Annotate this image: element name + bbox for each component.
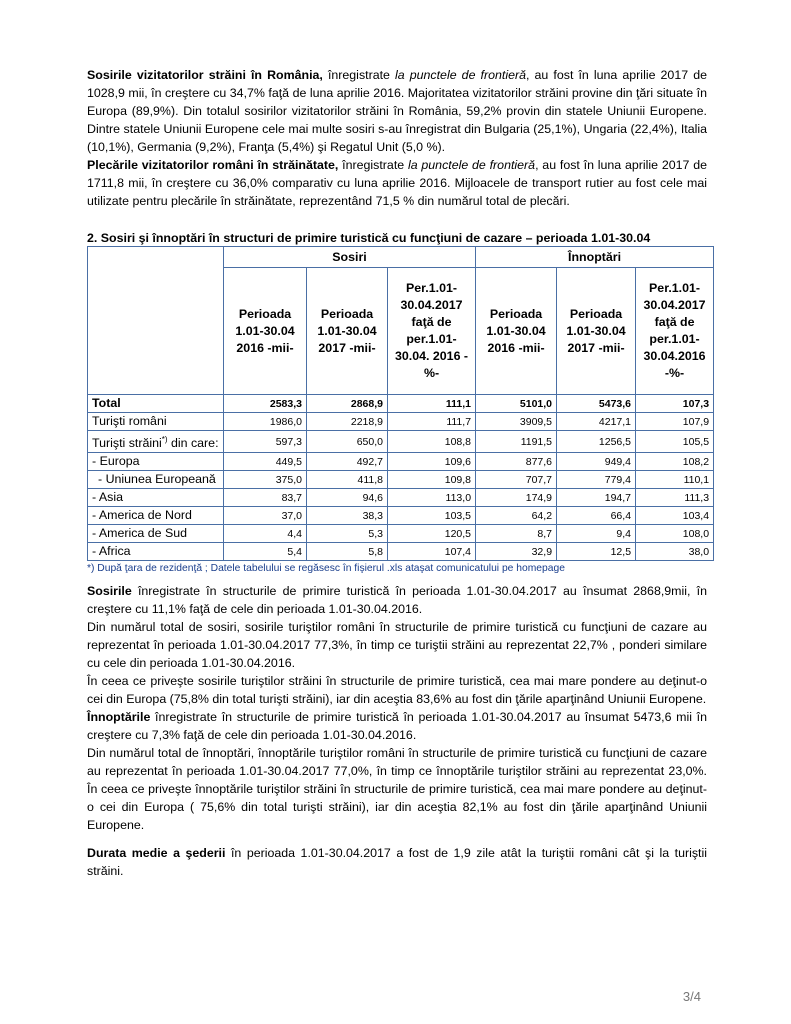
table-cell: 597,3 — [224, 431, 307, 453]
table-row — [88, 525, 714, 543]
row-label: - America de Sud — [88, 525, 224, 543]
row-label: Turişti români — [88, 413, 224, 431]
table-cell: 5,3 — [307, 525, 388, 543]
table-row — [88, 543, 714, 561]
table-cell: 8,7 — [476, 525, 557, 543]
row-label: Turişti străini*) din care: — [88, 431, 224, 453]
paragraph-arrivals-foreign — [87, 66, 707, 156]
table-cell: 83,7 — [224, 489, 307, 507]
table-cell: 449,5 — [224, 453, 307, 471]
table-cell: 107,3 — [636, 395, 714, 413]
table-cell: 1256,5 — [557, 431, 636, 453]
column-header: Per.1.01-30.04.2017 faţă de per.1.01-30.04.2016 -%- — [636, 268, 714, 395]
table-cell: 107,9 — [636, 413, 714, 431]
document-page — [87, 66, 710, 880]
paragraph-italic: la punctele de frontieră — [395, 68, 527, 82]
paragraph-italic: la punctele de frontieră — [407, 158, 536, 172]
column-header: Perioada 1.01-30.04 2016 -mii- — [476, 268, 557, 395]
table-row — [88, 471, 714, 489]
paragraph-text: , au fost în luna aprilie 2017 de 1711,8 mii, în creştere cu 36,0% comparativ cu luna aprilie 2016. Mijloacele de transport rutier au fost cele mai utilizate pentru plecările în străinătate, reprezentând 71,5 % din numărul total de plecări. — [87, 158, 707, 208]
paragraph-overnights — [87, 708, 707, 744]
table-cell: 38,0 — [636, 543, 714, 561]
table-row — [88, 395, 714, 413]
paragraph-arrivals-structures — [87, 582, 707, 618]
table-cell: 111,7 — [388, 413, 476, 431]
header-group-overnights: Înnoptări — [476, 247, 714, 268]
page-number: 3/4 — [682, 989, 701, 1004]
tourism-table — [87, 246, 714, 561]
table-cell: 66,4 — [557, 507, 636, 525]
column-header: Per.1.01-30.04.2017 faţă de per.1.01-30.04. 2016 -%- — [388, 268, 476, 395]
column-header: Perioada 1.01-30.04 2017 -mii- — [307, 268, 388, 395]
paragraph-departures-romanian — [87, 156, 707, 210]
table-cell: 64,2 — [476, 507, 557, 525]
table-cell: 113,0 — [388, 489, 476, 507]
table-footnote: *) După ţara de rezidenţă ; Datele tabelului se regăsesc în fişierul .xls ataşat comunicatului pe homepage — [87, 563, 565, 575]
paragraph-text: în perioada 1.01-30.04.2017 a fost de 1,9 zile atât la turiştii români cât şi la turiştii străini. — [87, 846, 707, 879]
table-cell: 779,4 — [557, 471, 636, 489]
table-cell: 12,5 — [557, 543, 636, 561]
table-row — [88, 431, 714, 453]
paragraph-average-stay — [87, 844, 707, 880]
table-cell: 103,5 — [388, 507, 476, 525]
column-header: Perioada 1.01-30.04 2016 -mii- — [224, 268, 307, 395]
table-cell: 94,6 — [307, 489, 388, 507]
table-cell: 4217,1 — [557, 413, 636, 431]
table-body — [88, 395, 714, 561]
table-cell: 1986,0 — [224, 413, 307, 431]
paragraph-lead: Durata medie a şederii — [87, 846, 226, 861]
row-label: - Asia — [88, 489, 224, 507]
paragraph-arrivals-share: Din numărul total de sosiri, sosirile turiştilor români în structurile de primire turistică cu funcţiuni de cazare au reprezentat în perioada 1.01-30.04.2017 77,3%, în timp ce turiştii străini au reprezentat 22,7% , ponderi similare cu cele din perioada 1.01-30.04.2016. — [87, 620, 707, 671]
table-cell: 4,4 — [224, 525, 307, 543]
table-cell: 650,0 — [307, 431, 388, 453]
table-cell: 37,0 — [224, 507, 307, 525]
row-label: - America de Nord — [88, 507, 224, 525]
paragraph-lead: Înnoptările — [87, 710, 151, 725]
paragraph-text: înregistrate în structurile de primire turistică în perioada 1.01-30.04.2017 au însumat 5473,6 mii în creştere cu 7,3% faţă de cele din perioada 1.01-30.04.2016. — [87, 710, 707, 743]
table-cell: 707,7 — [476, 471, 557, 489]
table-cell: 110,1 — [636, 471, 714, 489]
row-label: - Europa — [88, 453, 224, 471]
section-title: 2. Sosiri şi înnoptări în structuri de primire turistică cu funcţiuni de cazare – perioada 1.01-30.04 — [87, 231, 651, 245]
table-cell: 105,5 — [636, 431, 714, 453]
paragraph-text: înregistrate în structurile de primire turistică în perioada 1.01-30.04.2017 au însumat 2868,9mii, în creştere cu 11,1% faţă de cele din perioada 1.01-30.04.2016. — [87, 584, 707, 617]
table-cell: 120,5 — [388, 525, 476, 543]
table-cell: 111,1 — [388, 395, 476, 413]
paragraph-foreign-arrivals: În ceea ce priveşte sosirile turiştilor străini în structurile de primire turistică, cea mai mare pondere au deţinut-o cei din Europa (75,8% din total turişti străini), iar din aceştia 83,6% au fost din ţările aparţinând Uniunii Europene. — [87, 674, 707, 707]
column-header: Perioada 1.01-30.04 2017 -mii- — [557, 268, 636, 395]
table-cell: 375,0 — [224, 471, 307, 489]
paragraph-lead: Sosirile — [87, 584, 132, 599]
table-cell: 108,0 — [636, 525, 714, 543]
paragraph-lead: Sosirile vizitatorilor străini în România, — [87, 68, 323, 82]
paragraph-overnights-share: Din numărul total de înnoptări, înnoptările turiştilor români în structurile de primire turistică cu funcţiuni de cazare au reprezentat în perioada 1.01-30.04.2017 77,0%, în timp ce înnoptările turiştilor străini au reprezentat 23,0%. În ceea ce priveşte înnoptările turiştilor străini în structurile de primire turistică, cea mai mare pondere au deţinut-o cei din Europa ( 75,6% din total turişti străini), iar din aceştia 82,1% au fost din ţările aparţinând Uniunii Europene. — [87, 746, 707, 833]
paragraph-text: înregistrate — [322, 68, 396, 82]
table-cell: 174,9 — [476, 489, 557, 507]
row-label: - Uniunea Europeană — [88, 471, 224, 489]
row-label: - Africa — [88, 543, 224, 561]
table-cell: 108,2 — [636, 453, 714, 471]
table-cell: 107,4 — [388, 543, 476, 561]
header-group-arrivals: Sosiri — [224, 247, 476, 268]
table-cell: 109,8 — [388, 471, 476, 489]
table-row — [88, 489, 714, 507]
table-cell: 194,7 — [557, 489, 636, 507]
table-cell: 108,8 — [388, 431, 476, 453]
table-cell: 5473,6 — [557, 395, 636, 413]
table-cell: 9,4 — [557, 525, 636, 543]
table-cell: 103,4 — [636, 507, 714, 525]
table-corner-cell — [88, 247, 224, 395]
table-cell: 5101,0 — [476, 395, 557, 413]
table-cell: 949,4 — [557, 453, 636, 471]
table-cell: 5,8 — [307, 543, 388, 561]
row-label: Total — [88, 395, 224, 413]
table-cell: 5,4 — [224, 543, 307, 561]
table-cell: 111,3 — [636, 489, 714, 507]
table-row — [88, 453, 714, 471]
table-cell: 492,7 — [307, 453, 388, 471]
table-row — [88, 507, 714, 525]
table-cell: 2583,3 — [224, 395, 307, 413]
table-cell: 1191,5 — [476, 431, 557, 453]
table-cell: 2218,9 — [307, 413, 388, 431]
table-row — [88, 413, 714, 431]
table-cell: 877,6 — [476, 453, 557, 471]
table-cell: 411,8 — [307, 471, 388, 489]
table-cell: 2868,9 — [307, 395, 388, 413]
table-cell: 109,6 — [388, 453, 476, 471]
paragraph-lead: Plecările vizitatorilor români în străinătate, — [87, 158, 339, 172]
table-cell: 38,3 — [307, 507, 388, 525]
paragraph-text: , au fost în luna aprilie 2017 de 1028,9 mii, în creştere cu 34,7% faţă de luna aprilie 2016. Majoritatea vizitatorilor străini provine din ţări situate în Europa (89,9%). Din totalul sosirilor vizitatorilor străini în România, 59,2% provin din statele Uniunii Europene. Dintre statele Uniunii Europene cele mai multe sosiri s-au înregistrat din Bulgaria (25,1%), Ungaria (22,4%), Italia (10,1%), Germania (9,2%), Franţa (5,4%) şi Regatul Unit (5,0 %). — [87, 68, 707, 154]
table-cell: 3909,5 — [476, 413, 557, 431]
paragraph-text: înregistrate — [338, 158, 408, 172]
table-cell: 32,9 — [476, 543, 557, 561]
